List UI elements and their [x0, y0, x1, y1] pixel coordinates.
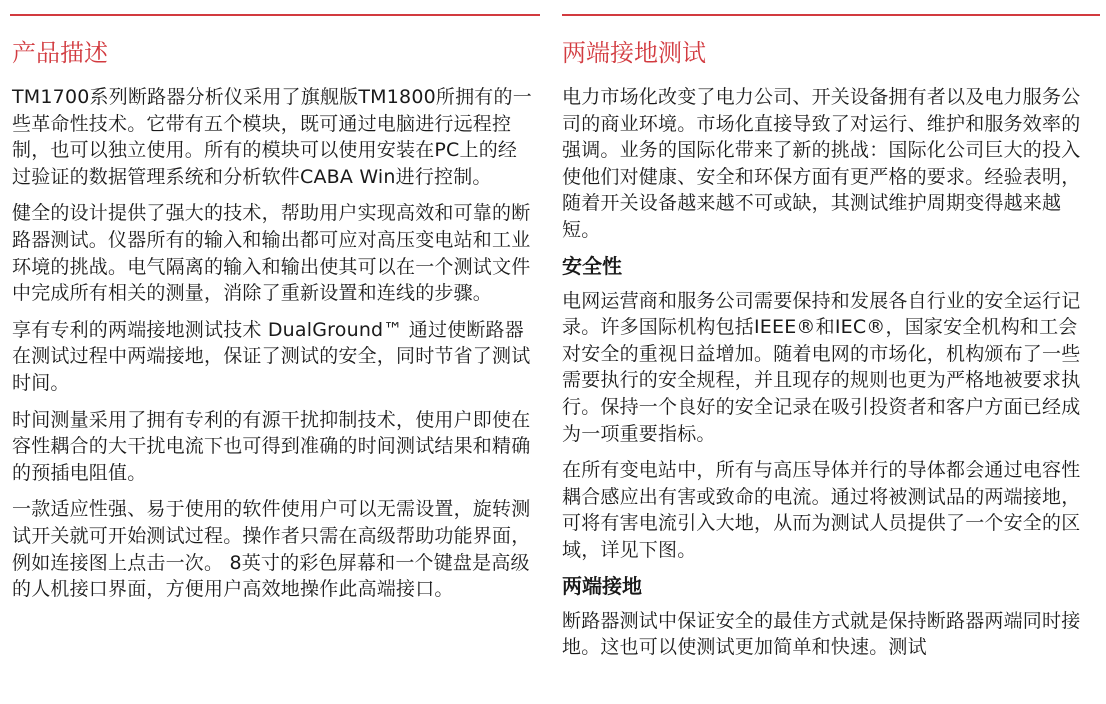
- column-left: [12, 38, 532, 613]
- product-paragraph-3: 享有专利的两端接地测试技术 DualGround™ 通过使断路器在测试过程中两端接地，保证了测试的安全，同时节省了测试时间。: [12, 318, 531, 394]
- safety-heading: 安全性: [562, 253, 622, 278]
- top-rule-right: [562, 14, 1100, 16]
- product-paragraph-5: 一款适应性强、易于使用的软件使用户可以无需设置，旋转测试开关就可开始测试过程。操作者只需在高级帮助功能界面，例如连接图上点击一次。 8英寸的彩色屏幕和一个键盘是高级的人机接口界面，方便用户高效地操作此高端接口。: [12, 498, 531, 601]
- safety-paragraph-2: 在所有变电站中，所有与高压导体并行的导体都会通过电容性耦合感应出有害或致命的电流。通过将被测试品的两端接地，可将有害电流引入大地，从而为测试人员提供了一个安全的区域，详见下图。: [562, 459, 1081, 561]
- dual-ground-intro: 电力市场化改变了电力公司、开关设备拥有者以及电力服务公司的商业环境。市场化直接导致了对运行、维护和服务效率的强调。业务的国际化带来了新的挑战：国际化公司巨大的投入使他们对健康、安全和环保方面有更严格的要求。经验表明，随着开关设备越来越不可或缺，其测试维护周期变得越来越短。: [562, 86, 1081, 241]
- safety-paragraph-1: 电网运营商和服务公司需要保持和发展各自行业的安全运行记录。许多国际机构包括IEEE®和IEC®，国家安全机构和工会对安全的重视日益增加。随着电网的市场化，机构颁布了一些需要执行的安全规程，并且现存的规则也更为严格地被要求执行。保持一个良好的安全记录在吸引投资者和客户方面已经成为一项重要指标。: [562, 289, 1081, 445]
- dual-ground-title: 两端接地测试: [562, 39, 706, 67]
- top-rule-left: [10, 14, 540, 16]
- column-right: [562, 38, 1084, 671]
- grounding-paragraph: 断路器测试中保证安全的最佳方式就是保持断路器两端同时接地。这也可以使测试更加简单和快速。测试: [562, 609, 1081, 659]
- grounding-heading: 两端接地: [562, 573, 642, 598]
- product-description-title: 产品描述: [12, 39, 108, 67]
- product-paragraph-1: TM1700系列断路器分析仪采用了旗舰版TM1800所拥有的一些革命性技术。它带有五个模块，既可通过电脑进行远程控制，也可以独立使用。所有的模块可以使用安装在PC上的经过验证的数据管理系统和分析软件CABA Win进行控制。: [12, 86, 532, 188]
- product-paragraph-2: 健全的设计提供了强大的技术，帮助用户实现高效和可靠的断路器测试。仪器所有的输入和输出都可应对高压变电站和工业环境的挑战。电气隔离的输入和输出使其可以在一个测试文件中完成所有相关的测量，消除了重新设置和连线的步骤。: [12, 202, 531, 305]
- product-paragraph-4: 时间测量采用了拥有专利的有源干扰抑制技术，使用户即使在容性耦合的大干扰电流下也可得到准确的时间测试结果和精确的预插电阻值。: [12, 408, 531, 484]
